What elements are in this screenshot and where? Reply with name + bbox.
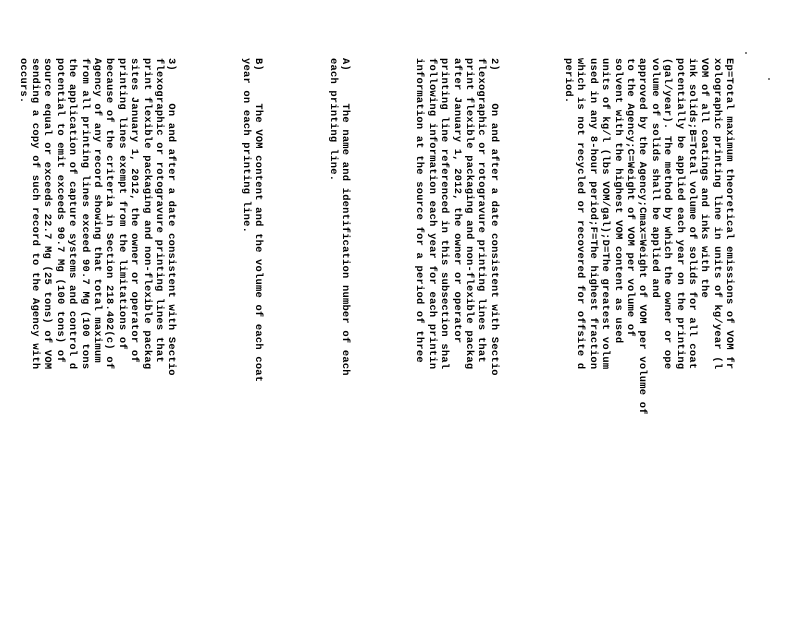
text-line: after January 1, 2012, the owner or operator <box>450 58 463 344</box>
text-line: xolographic printing line in units of kg/year (l <box>710 58 723 370</box>
text-line: used in any 8-hour period;F=The highest fraction <box>586 58 599 370</box>
text-line: to the Agency;C=Weight of VOM per volume of <box>624 58 637 337</box>
text-line: because of the criteria in Section 218.402(c) of <box>103 58 116 370</box>
text-line: B) The VOM content and the volume of each coat <box>252 58 265 383</box>
item-b <box>239 58 264 618</box>
text-line: (gal/year). The method by which the owner or ope <box>661 58 674 370</box>
text-line: potentially be applied each year on the printing <box>673 58 686 370</box>
paragraph-ep <box>562 58 735 618</box>
text-line: Ep=Total maximum theoretical emissions of VOM fr <box>723 58 736 370</box>
text-line: units of kg/l (lbs VOM/gal);D=The greatest volum <box>599 58 612 370</box>
text-line: source equal or exceeds 22.7 Mg (25 tons) of VOM <box>41 58 54 370</box>
text-line: flexographic or rotogravure printing lines that <box>475 58 488 363</box>
text-line: sites January 1, 2012, the owner or operator of <box>128 58 141 363</box>
text-line: 2) On and after a date consistent with Sectio <box>487 58 500 376</box>
rotated-document-text <box>16 58 760 618</box>
scan-speck <box>745 52 747 54</box>
text-line: potential to emit exceeds 90.7 Mg (100 tons) of <box>53 58 66 363</box>
text-line: sending a copy of such record to the Agency with <box>29 58 42 370</box>
text-line: occurs. <box>16 58 29 104</box>
item-2 <box>413 58 500 618</box>
text-line: year on each printing line. <box>239 58 252 234</box>
item-a <box>326 58 351 618</box>
text-line: which is not recycled or recovered for offsite d <box>574 58 587 370</box>
text-line: from all printing lines exceed 90.7 Mg (100 tons <box>78 58 91 370</box>
text-line: 3) On and after a date consistent with Sectio <box>165 58 178 376</box>
text-line: printing lines exempt from the limitations of <box>115 58 128 350</box>
text-line: A) The name and identification number of each <box>338 58 351 376</box>
text-line: ink solids;B=Total volume of solids for all coat <box>686 58 699 370</box>
text-line: each printing line. <box>326 58 339 182</box>
text-line: the application of capture systems and control d <box>66 58 79 370</box>
item-3 <box>16 58 177 618</box>
text-line: printing line referenced in this subsection shal <box>438 58 451 370</box>
text-line: following information each year for each printin <box>425 58 438 370</box>
text-line: Agency of any record showing that total maximum <box>91 58 104 363</box>
text-line: print flexible packaging and non-flexible packag <box>140 58 153 370</box>
text-line: information at the source for a period of three <box>413 58 426 363</box>
text-line: solvent with the highest VOM content as used <box>611 58 624 344</box>
text-line: flexographic or rotogravure printing lines that <box>152 58 165 363</box>
scan-speck <box>768 78 770 80</box>
text-line: approved by the Agency;Cmax=Weight of VOM per volume of <box>636 58 649 415</box>
text-line: period. <box>562 58 575 104</box>
text-line: print flexible packaging and non-flexible packag <box>462 58 475 370</box>
text-line: VOM of all coatings and inks with the <box>698 58 711 298</box>
text-line: volume of solids shall be applied and <box>648 58 661 298</box>
